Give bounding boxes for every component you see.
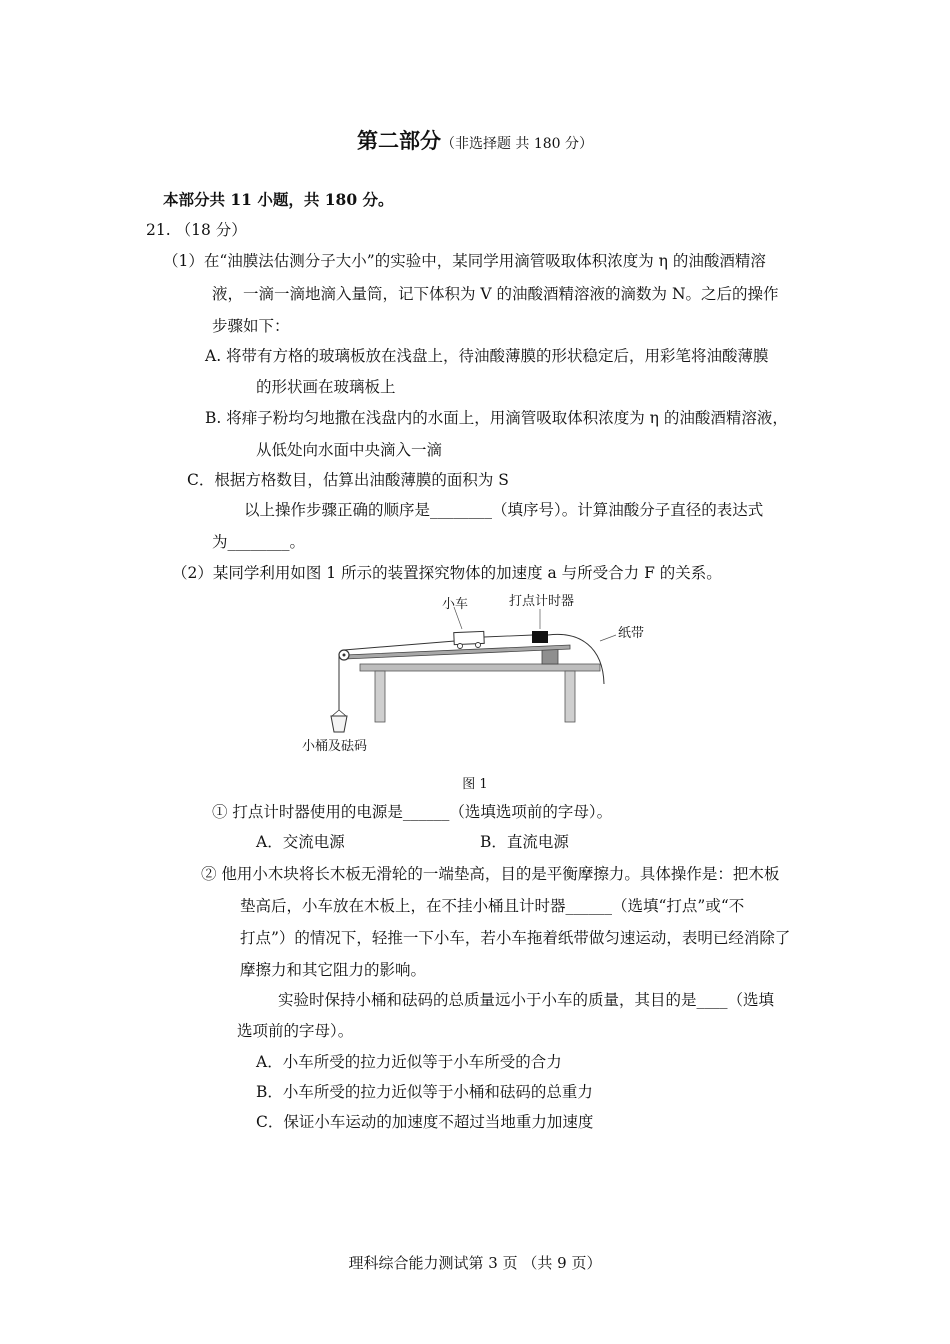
figure-caption: 图 1	[462, 777, 488, 792]
label-tape: 纸带	[618, 626, 645, 641]
part1-step-a: A. 将带有方格的玻璃板放在浅盘上，待油酸薄膜的形状稳定后，用彩笔将油酸薄膜	[205, 347, 769, 365]
q2-line-4: 摩擦力和其它阻力的影响。	[240, 961, 427, 979]
q2-line-1: ② 他用小木块将长木板无滑轮的一端垫高，目的是平衡摩擦力。具体操作是：把木板	[201, 865, 780, 883]
apparatus-figure	[302, 585, 645, 760]
cart-wheel-rear	[458, 644, 463, 649]
q2-line-3: 打点”）的情况下，轻推一下小车，若小车拖着纸带做匀速运动，表明已经消除了	[240, 929, 791, 947]
string-horizontal	[344, 641, 455, 650]
q2-option-a: A．小车所受的拉力近似等于小车所受的合力	[256, 1053, 562, 1071]
apparatus-diagram	[320, 585, 640, 760]
part2-intro: （2）某同学利用如图 1 所示的装置探究物体的加速度 a 与所受合力 F 的关系。	[172, 564, 722, 582]
section-subtitle: （非选择题 共 180 分）	[440, 136, 594, 152]
part1-line-2: 液，一滴一滴地滴入量筒，记下体积为 V 的油酸酒精溶液的滴数为 N。之后的操作	[212, 285, 779, 303]
pulley-axle	[343, 654, 346, 657]
q2-option-c: C．保证小车运动的加速度不超过当地重力加速度	[256, 1113, 594, 1131]
tape-leader	[600, 635, 616, 641]
part1-step-b: B. 将痱子粉均匀地撒在浅盘内的水面上，用滴管吸取体积浓度为 η 的油酸酒精溶液，	[205, 409, 788, 427]
part1-step-a-cont: 的形状画在玻璃板上	[256, 378, 396, 396]
q2-line-5: 实验时保持小桶和砝码的总质量远小于小车的质量，其目的是____（选填	[278, 991, 775, 1009]
q2-line-2: 垫高后，小车放在木板上，在不挂小桶且计时器______（选填“打点”或“不	[240, 897, 745, 915]
cart-wheel-front	[476, 643, 481, 648]
q2-line-6: 选项前的字母）。	[237, 1022, 354, 1040]
label-bucket: 小桶及砝码	[302, 739, 368, 754]
section-title: 第二部分	[356, 129, 441, 153]
part1-line-1: （1）在“油膜法估测分子大小”的实验中，某同学用滴管吸取体积浓度为 η 的油酸酒精溶	[163, 252, 766, 270]
label-timer: 打点计时器	[509, 594, 575, 609]
support-block	[542, 649, 558, 664]
part1-line-3: 步骤如下：	[212, 317, 290, 335]
part1-step-c: C．根据方格数目，估算出油酸薄膜的面积为 S	[187, 471, 509, 489]
part1-answer-line-1: 以上操作步骤正确的顺序是________（填序号）。计算油酸分子直径的表达式	[244, 501, 764, 519]
timer	[532, 631, 548, 643]
table-leg-right	[565, 671, 575, 722]
bucket-handle-left	[332, 710, 339, 716]
table-top	[360, 664, 600, 671]
q1-option-a: A．交流电源	[256, 833, 345, 851]
page-footer: 理科综合能力测试第 3 页 （共 9 页）	[348, 1254, 602, 1272]
q1-stem: ① 打点计时器使用的电源是______（选填选项前的字母）。	[212, 803, 613, 821]
q2-option-b: B．小车所受的拉力近似等于小桶和砝码的总重力	[256, 1083, 593, 1101]
q1-option-b: B．直流电源	[480, 833, 569, 851]
bucket	[331, 716, 347, 732]
bucket-handle-right	[339, 710, 346, 716]
section-intro: 本部分共 11 小题，共 180 分。	[163, 190, 394, 209]
tape-segment	[484, 635, 533, 637]
label-cart: 小车	[442, 597, 469, 612]
question-number: 21. （18 分）	[146, 221, 247, 239]
part1-step-b-cont: 从低处向水面中央滴入一滴	[256, 441, 443, 459]
part1-answer-line-2: 为________。	[212, 533, 306, 551]
section-title-block	[0, 125, 950, 155]
table-leg-left	[375, 671, 385, 722]
